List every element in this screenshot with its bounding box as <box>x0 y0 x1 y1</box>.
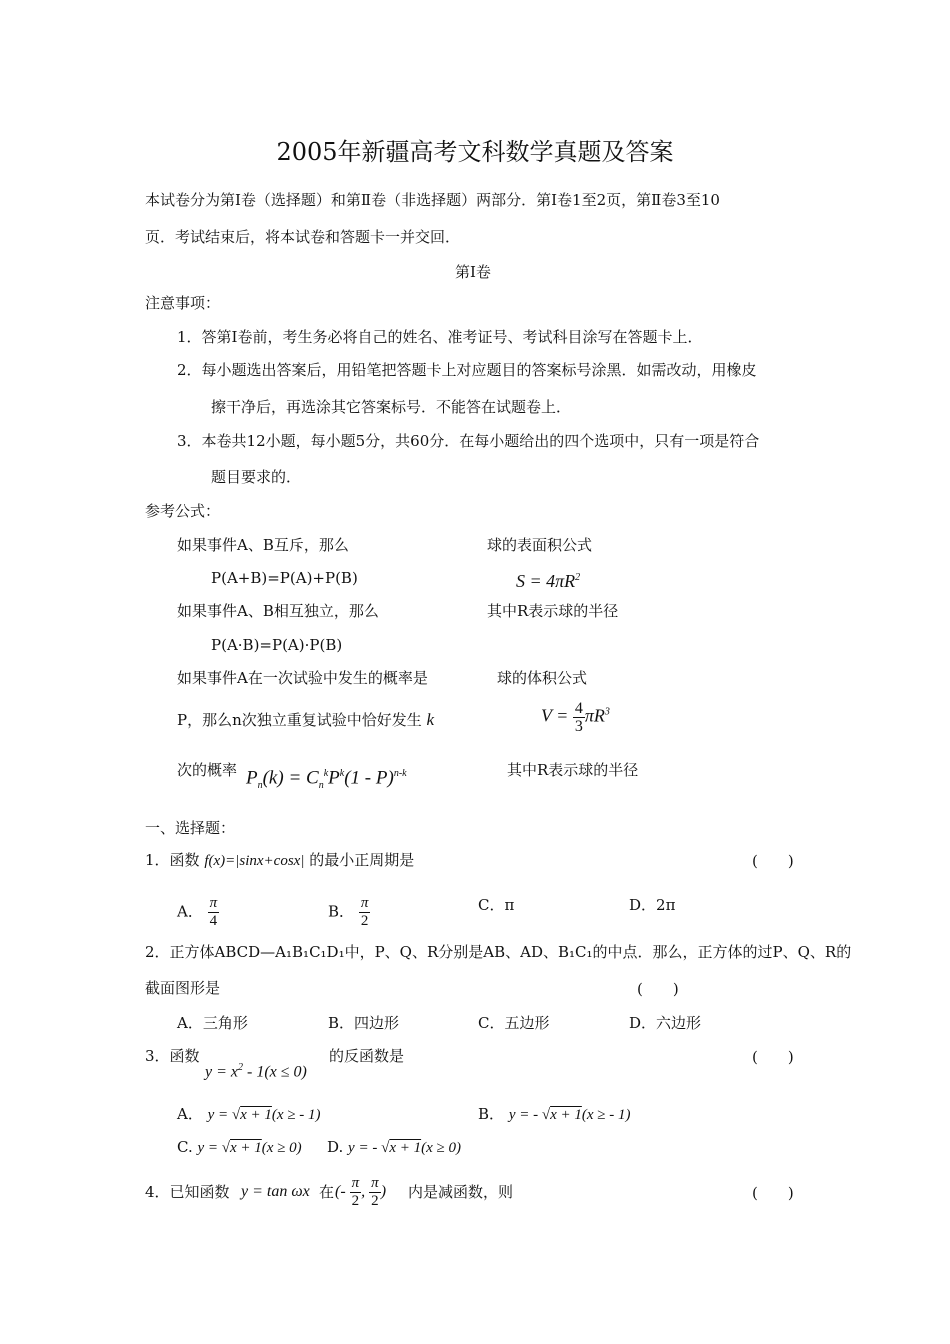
formula-left-1-eq: P(A+B)=P(A)+P(B) <box>211 569 358 587</box>
q4-function: y = tan ωx <box>241 1183 310 1200</box>
q1-function: f(x)=|sinx+cosx| <box>204 853 305 869</box>
q3-prefix: 3．函数 <box>145 1047 200 1065</box>
formula-left-2-eq: P(A·B)=P(A)·P(B) <box>211 636 343 654</box>
q2-option-c: C．五边形 <box>478 1014 550 1032</box>
q2-line-1: 2．正方体ABCD—A₁B₁C₁D₁中，P、Q、R分别是AB、AD、B₁C₁的中点．那么，正方体的过P、Q、R的 <box>145 943 852 961</box>
note-item-2-line-1: 2．每小题选出答案后，用铅笔把答题卡上对应题目的答案标号涂黑．如需改动，用橡皮 <box>177 361 757 379</box>
q4-prefix: 4．已知函数 <box>145 1183 230 1201</box>
q1-answer-paren: ( ) <box>752 852 794 870</box>
q3-option-b <box>478 1104 631 1125</box>
intro-line-2: 页．考试结束后，将本试卷和答题卡一并交回． <box>145 228 461 246</box>
q1-option-b-value: $\frac{\pi}{2}$ <box>360 895 369 929</box>
part1-heading: 一、选择题： <box>145 819 236 837</box>
formula-left-4-var: k <box>426 710 435 729</box>
q3-option-b-value: y = - √x + 1(x ≥ - 1) <box>508 1107 631 1123</box>
q3-answer-paren: ( ) <box>752 1048 794 1066</box>
binomial-formula: $P_n(k) = C_n^kP^k(1 - P)^{n-k}$ <box>246 767 407 792</box>
q3-option-a-value: y = √x + 1(x ≥ - 1) <box>207 1107 321 1123</box>
q3-option-c-label: C. <box>177 1138 193 1156</box>
formula-left-5: 次的概率 <box>177 761 238 779</box>
q1-option-b <box>328 895 370 930</box>
q4-answer-paren: ( ) <box>752 1184 794 1202</box>
q3-option-c <box>177 1137 302 1158</box>
page-title: 2005年新疆高考文科数学真题及答案 <box>276 138 674 166</box>
formulas-heading: 参考公式： <box>145 502 221 520</box>
q4-suffix: 内是减函数，则 <box>408 1183 514 1201</box>
formula-left-4 <box>177 710 434 730</box>
formula-right-4: 其中R表示球的半径 <box>507 761 639 779</box>
q3-suffix: 的反函数是 <box>329 1047 405 1065</box>
q3-option-d <box>327 1137 461 1158</box>
q2-option-b: B．四边形 <box>328 1014 400 1032</box>
q2-line-2: 截面图形是 <box>145 979 221 997</box>
q1-option-c: C．π <box>478 896 515 914</box>
note-item-2-line-2: 擦干净后，再选涂其它答案标号．不能答在试题卷上． <box>211 398 572 416</box>
q4-interval: (- $\frac{\pi}{2}$ , $\frac{\pi}{2}$ ) <box>335 1174 387 1209</box>
q2-option-a: A．三角形 <box>177 1014 248 1032</box>
q3-option-d-value: y = - √x + 1(x ≥ 0) <box>348 1140 461 1156</box>
q2-option-d: D．六边形 <box>629 1014 702 1032</box>
q3-option-c-value: y = √x + 1(x ≥ 0) <box>197 1140 302 1156</box>
q1-stem <box>145 850 414 871</box>
formula-left-3: 如果事件A在一次试验中发生的概率是 <box>177 669 428 687</box>
formula-left-4-text: P，那么n次独立重复试验中恰好发生 <box>177 711 422 729</box>
note-item-1: 1．答第Ⅰ卷前，考生务必将自己的姓名、准考证号、考试科目涂写在答题卡上． <box>177 328 703 346</box>
note-item-3-line-2: 题目要求的． <box>211 468 302 486</box>
q2-answer-paren: ( ) <box>637 980 679 998</box>
q1-suffix: 的最小正周期是 <box>309 851 415 869</box>
q1-option-a <box>177 895 219 930</box>
sphere-volume-formula: V = $\frac{4}{3}$ $\pi R^3$ <box>541 700 610 735</box>
q4-mid: 在 <box>319 1183 335 1201</box>
formula-left-2: 如果事件A、B相互独立，那么 <box>177 602 379 620</box>
q1-prefix: 1．函数 <box>145 851 200 869</box>
formula-right-2: 其中R表示球的半径 <box>487 602 619 620</box>
q3-option-a-label: A． <box>177 1105 203 1123</box>
notes-heading: 注意事项： <box>145 294 221 312</box>
note-item-3-line-1: 3．本卷共12小题，每小题5分，共60分．在每小题给出的四个选项中，只有一项是符合 <box>177 432 760 450</box>
q1-option-b-label: B． <box>328 902 355 921</box>
q3-function: $y = x^2 - 1(x \le 0)$ <box>205 1062 307 1081</box>
q1-option-a-label: A． <box>177 902 203 921</box>
q3-option-d-label: D. <box>327 1138 344 1156</box>
intro-line-1: 本试卷分为第Ⅰ卷（选择题）和第Ⅱ卷（非选择题）两部分．第Ⅰ卷1至2页，第Ⅱ卷3至10 <box>145 191 720 209</box>
formula-right-1: 球的表面积公式 <box>487 536 593 554</box>
q1-option-d: D．2π <box>629 896 676 914</box>
section-heading: 第Ⅰ卷 <box>455 263 491 281</box>
formula-right-3: 球的体积公式 <box>497 669 588 687</box>
sphere-area-formula: $S = 4\pi R^2$ <box>516 571 581 591</box>
q3-option-a <box>177 1104 321 1125</box>
q1-option-a-value: $\frac{\pi}{4}$ <box>209 895 218 929</box>
q3-option-b-label: B． <box>478 1105 505 1123</box>
formula-left-1: 如果事件A、B互斥，那么 <box>177 536 349 554</box>
